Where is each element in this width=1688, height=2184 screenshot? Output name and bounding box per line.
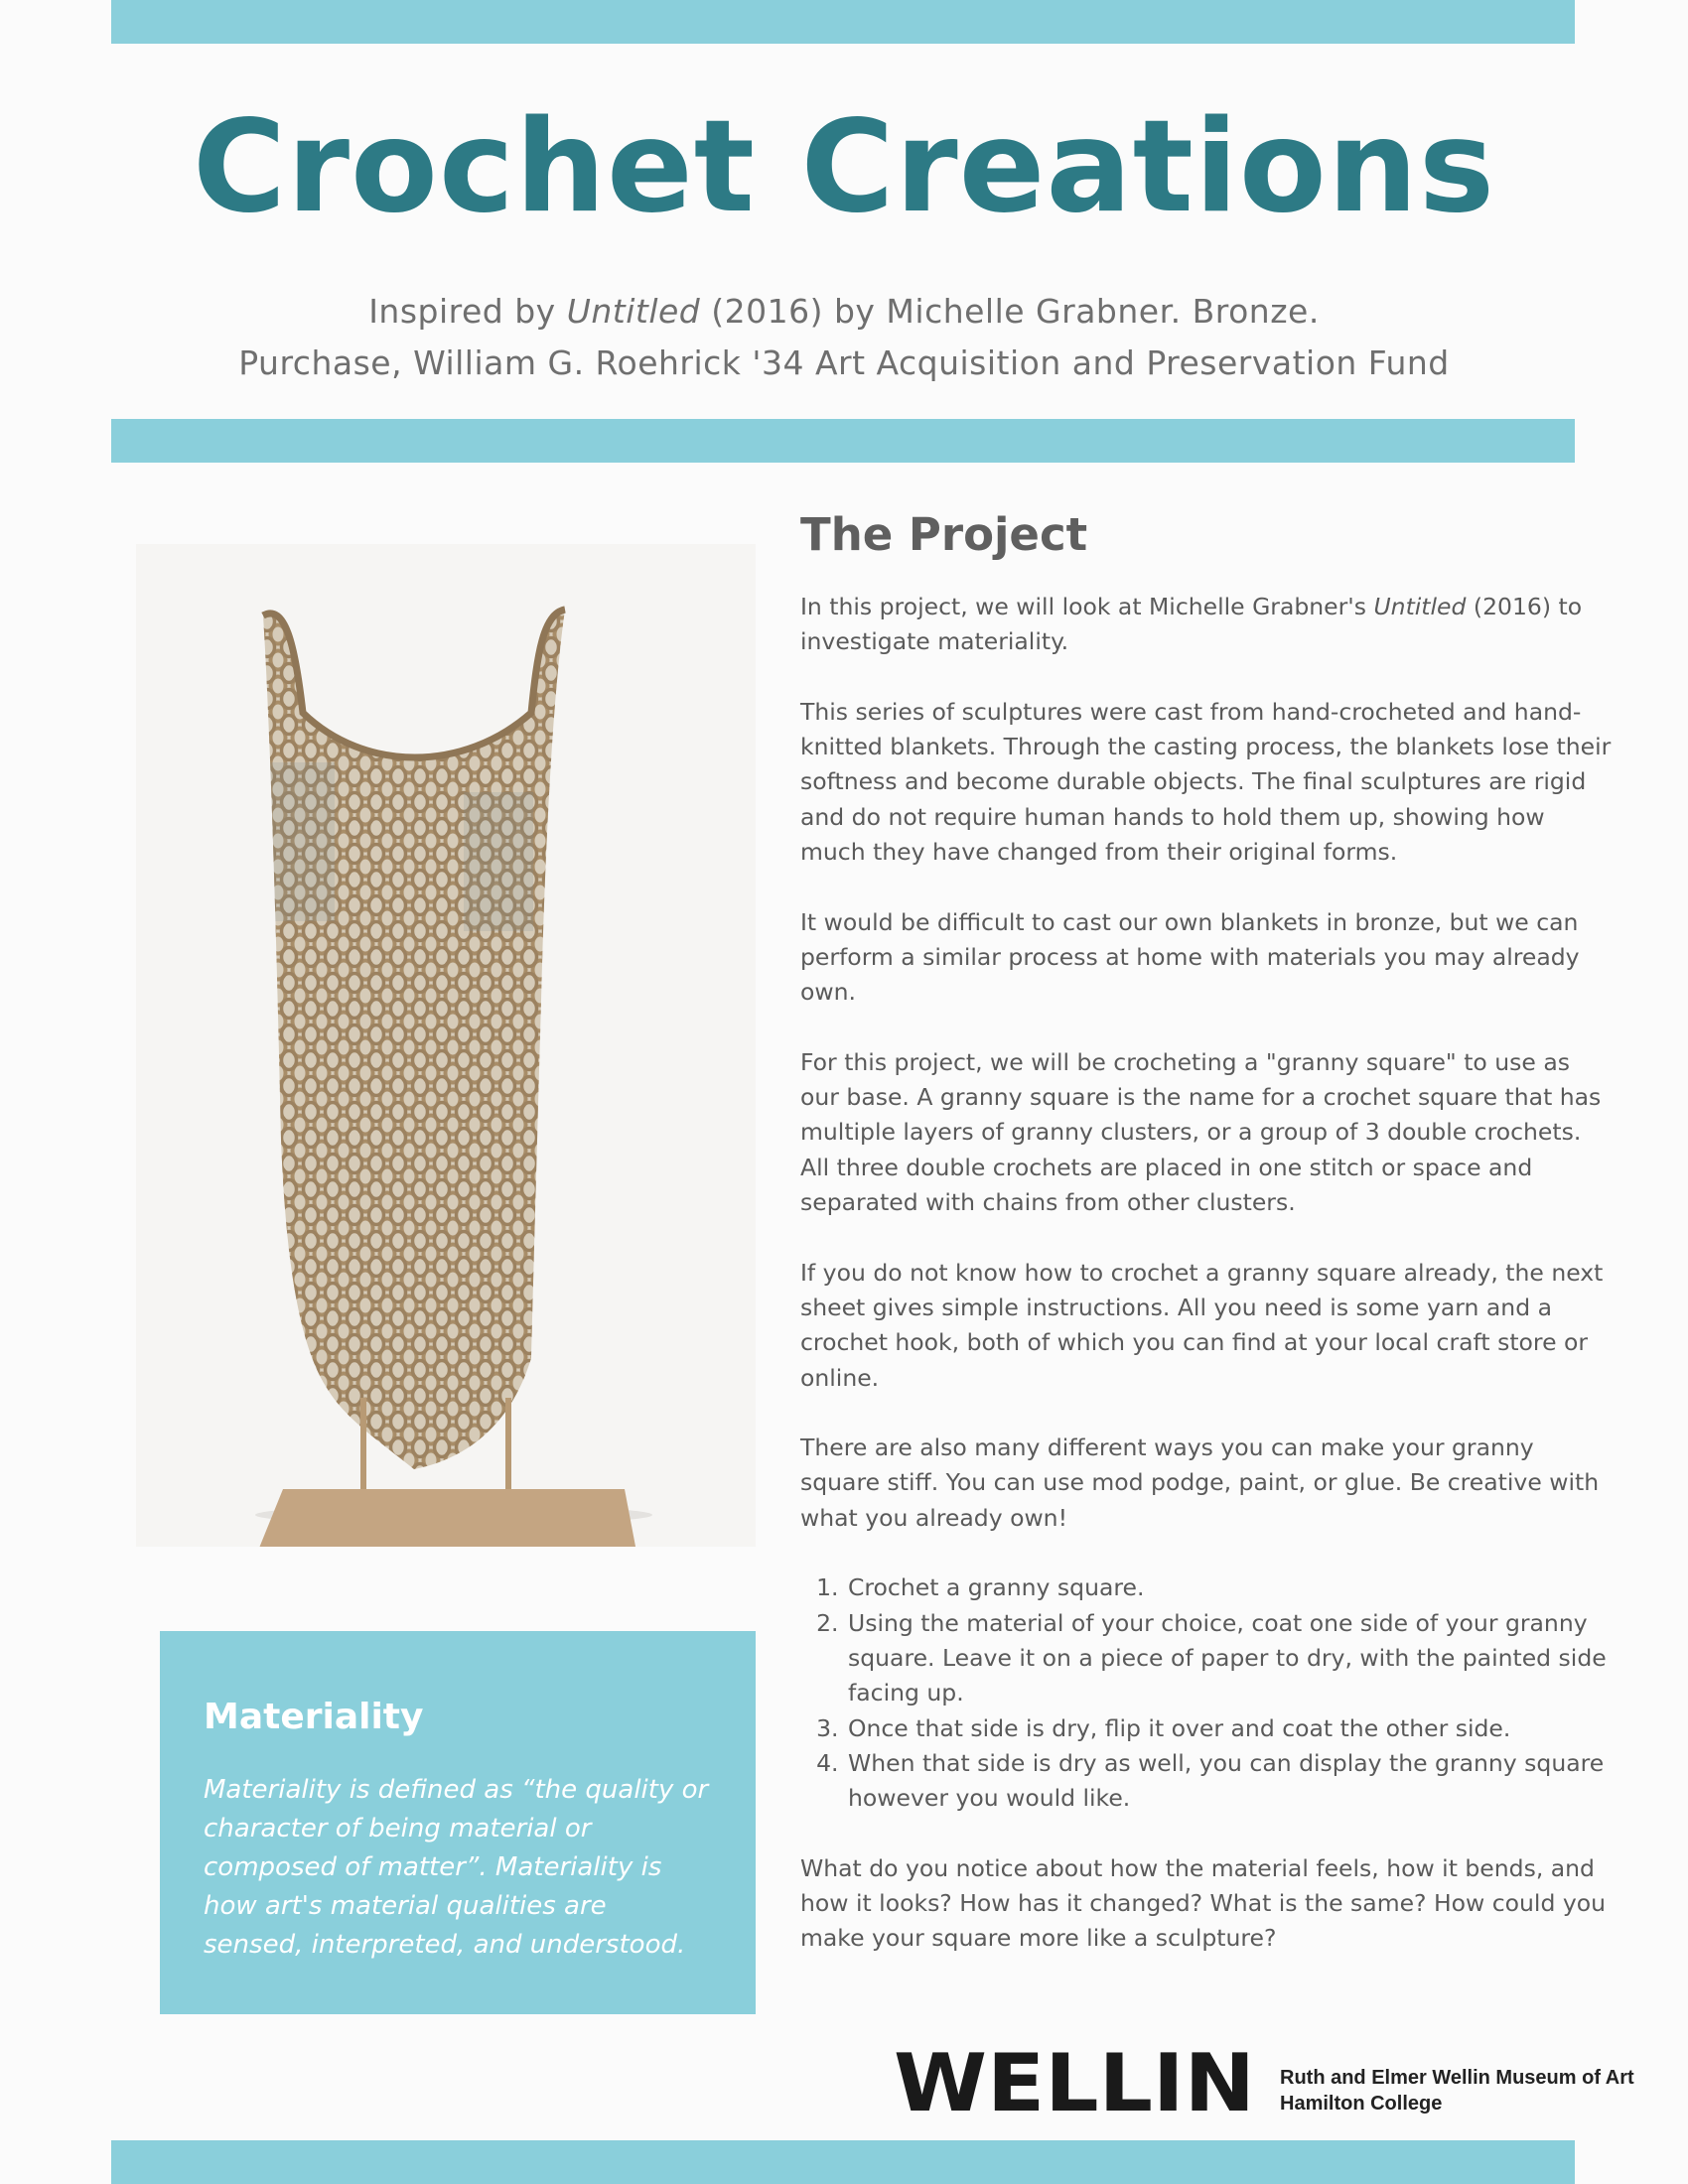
project-paragraph-3: For this project, we will be crocheting a "granny square" to use as our base. A granny square is the name for a crochet square that has multiple layers of granny clusters, or a group of 3 double crochets. All three double crochets are placed in one stitch or space and separated with chains from other clusters.: [800, 1047, 1602, 1217]
museum-name-line-1: Ruth and Elmer Wellin Museum of Art: [1280, 2067, 1634, 2089]
wellin-logo-text: WELLIN: [894, 2043, 1255, 2118]
middle-accent-bar: [111, 419, 1575, 463]
subtitle-line-2: Purchase, William G. Roehrick '34 Art Acquisition and Preservation Fund: [238, 343, 1450, 382]
project-step: 2. Using the material of your choice, coat one side of your granny square. Leave it on a piece of paper to dry, with the painted side facing up.: [846, 1606, 1615, 1711]
artwork-image: [136, 544, 756, 1547]
materiality-definition: Materiality is defined as “the quality or character of being material or composed of matter”. Materiality is how art's material qualities are sensed, interpreted, and understood.: [204, 1775, 709, 1960]
project-paragraph-4: If you do not know how to crochet a granny square already, the next sheet gives simple instructions. All you need is some yarn and a crochet hook, both of which you can find at your local craft store or online.: [800, 1258, 1604, 1392]
project-closing-questions: What do you notice about how the material feels, how it bends, and how it looks? How has it changed? What is the same? How could you make your square more like a sculpture?: [800, 1853, 1607, 1953]
page-title: Crochet Creations: [192, 93, 1496, 241]
project-step: 3. Once that side is dry, flip it over and coat the other side.: [846, 1711, 1615, 1746]
wellin-logo: [894, 2043, 1261, 2118]
project-title: The Project: [800, 508, 1088, 561]
project-step: 4. When that side is dry as well, you can display the granny square however you would like.: [846, 1746, 1615, 1817]
materiality-callout: [160, 1631, 756, 2014]
project-paragraph-5: There are also many different ways you can make your granny square stiff. You can use mod podge, paint, or glue. Be creative with what you already own!: [800, 1433, 1600, 1532]
museum-name: [1280, 2065, 1634, 2116]
subtitle: [0, 286, 1688, 389]
subtitle-line-1: Inspired by Untitled (2016) by Michelle Grabner. Bronze.: [368, 292, 1320, 331]
project-intro: In this project, we will look at Michelle Grabner's Untitled (2016) to investigate materiality.: [800, 593, 1583, 656]
project-paragraph-2: It would be difficult to cast our own blankets in bronze, but we can perform a similar process at home with materials you may already own.: [800, 907, 1580, 1007]
top-accent-bar: [111, 0, 1575, 44]
materiality-title: Materiality: [204, 1697, 424, 1737]
project-steps: [800, 1570, 1615, 1816]
project-step: 1. Crochet a granny square.: [846, 1570, 1615, 1605]
project-paragraph-1: This series of sculptures were cast from hand-crocheted and hand-knitted blankets. Through the casting process, the blankets lose their softness and become durable objects. The final sculptures are rigid and do not require human hands to hold them up, showing how much they have changed from their original forms.: [800, 697, 1612, 867]
project-section: [800, 508, 1615, 1991]
museum-name-line-2: Hamilton College: [1280, 2093, 1443, 2115]
bottom-accent-bar: [111, 2140, 1575, 2184]
